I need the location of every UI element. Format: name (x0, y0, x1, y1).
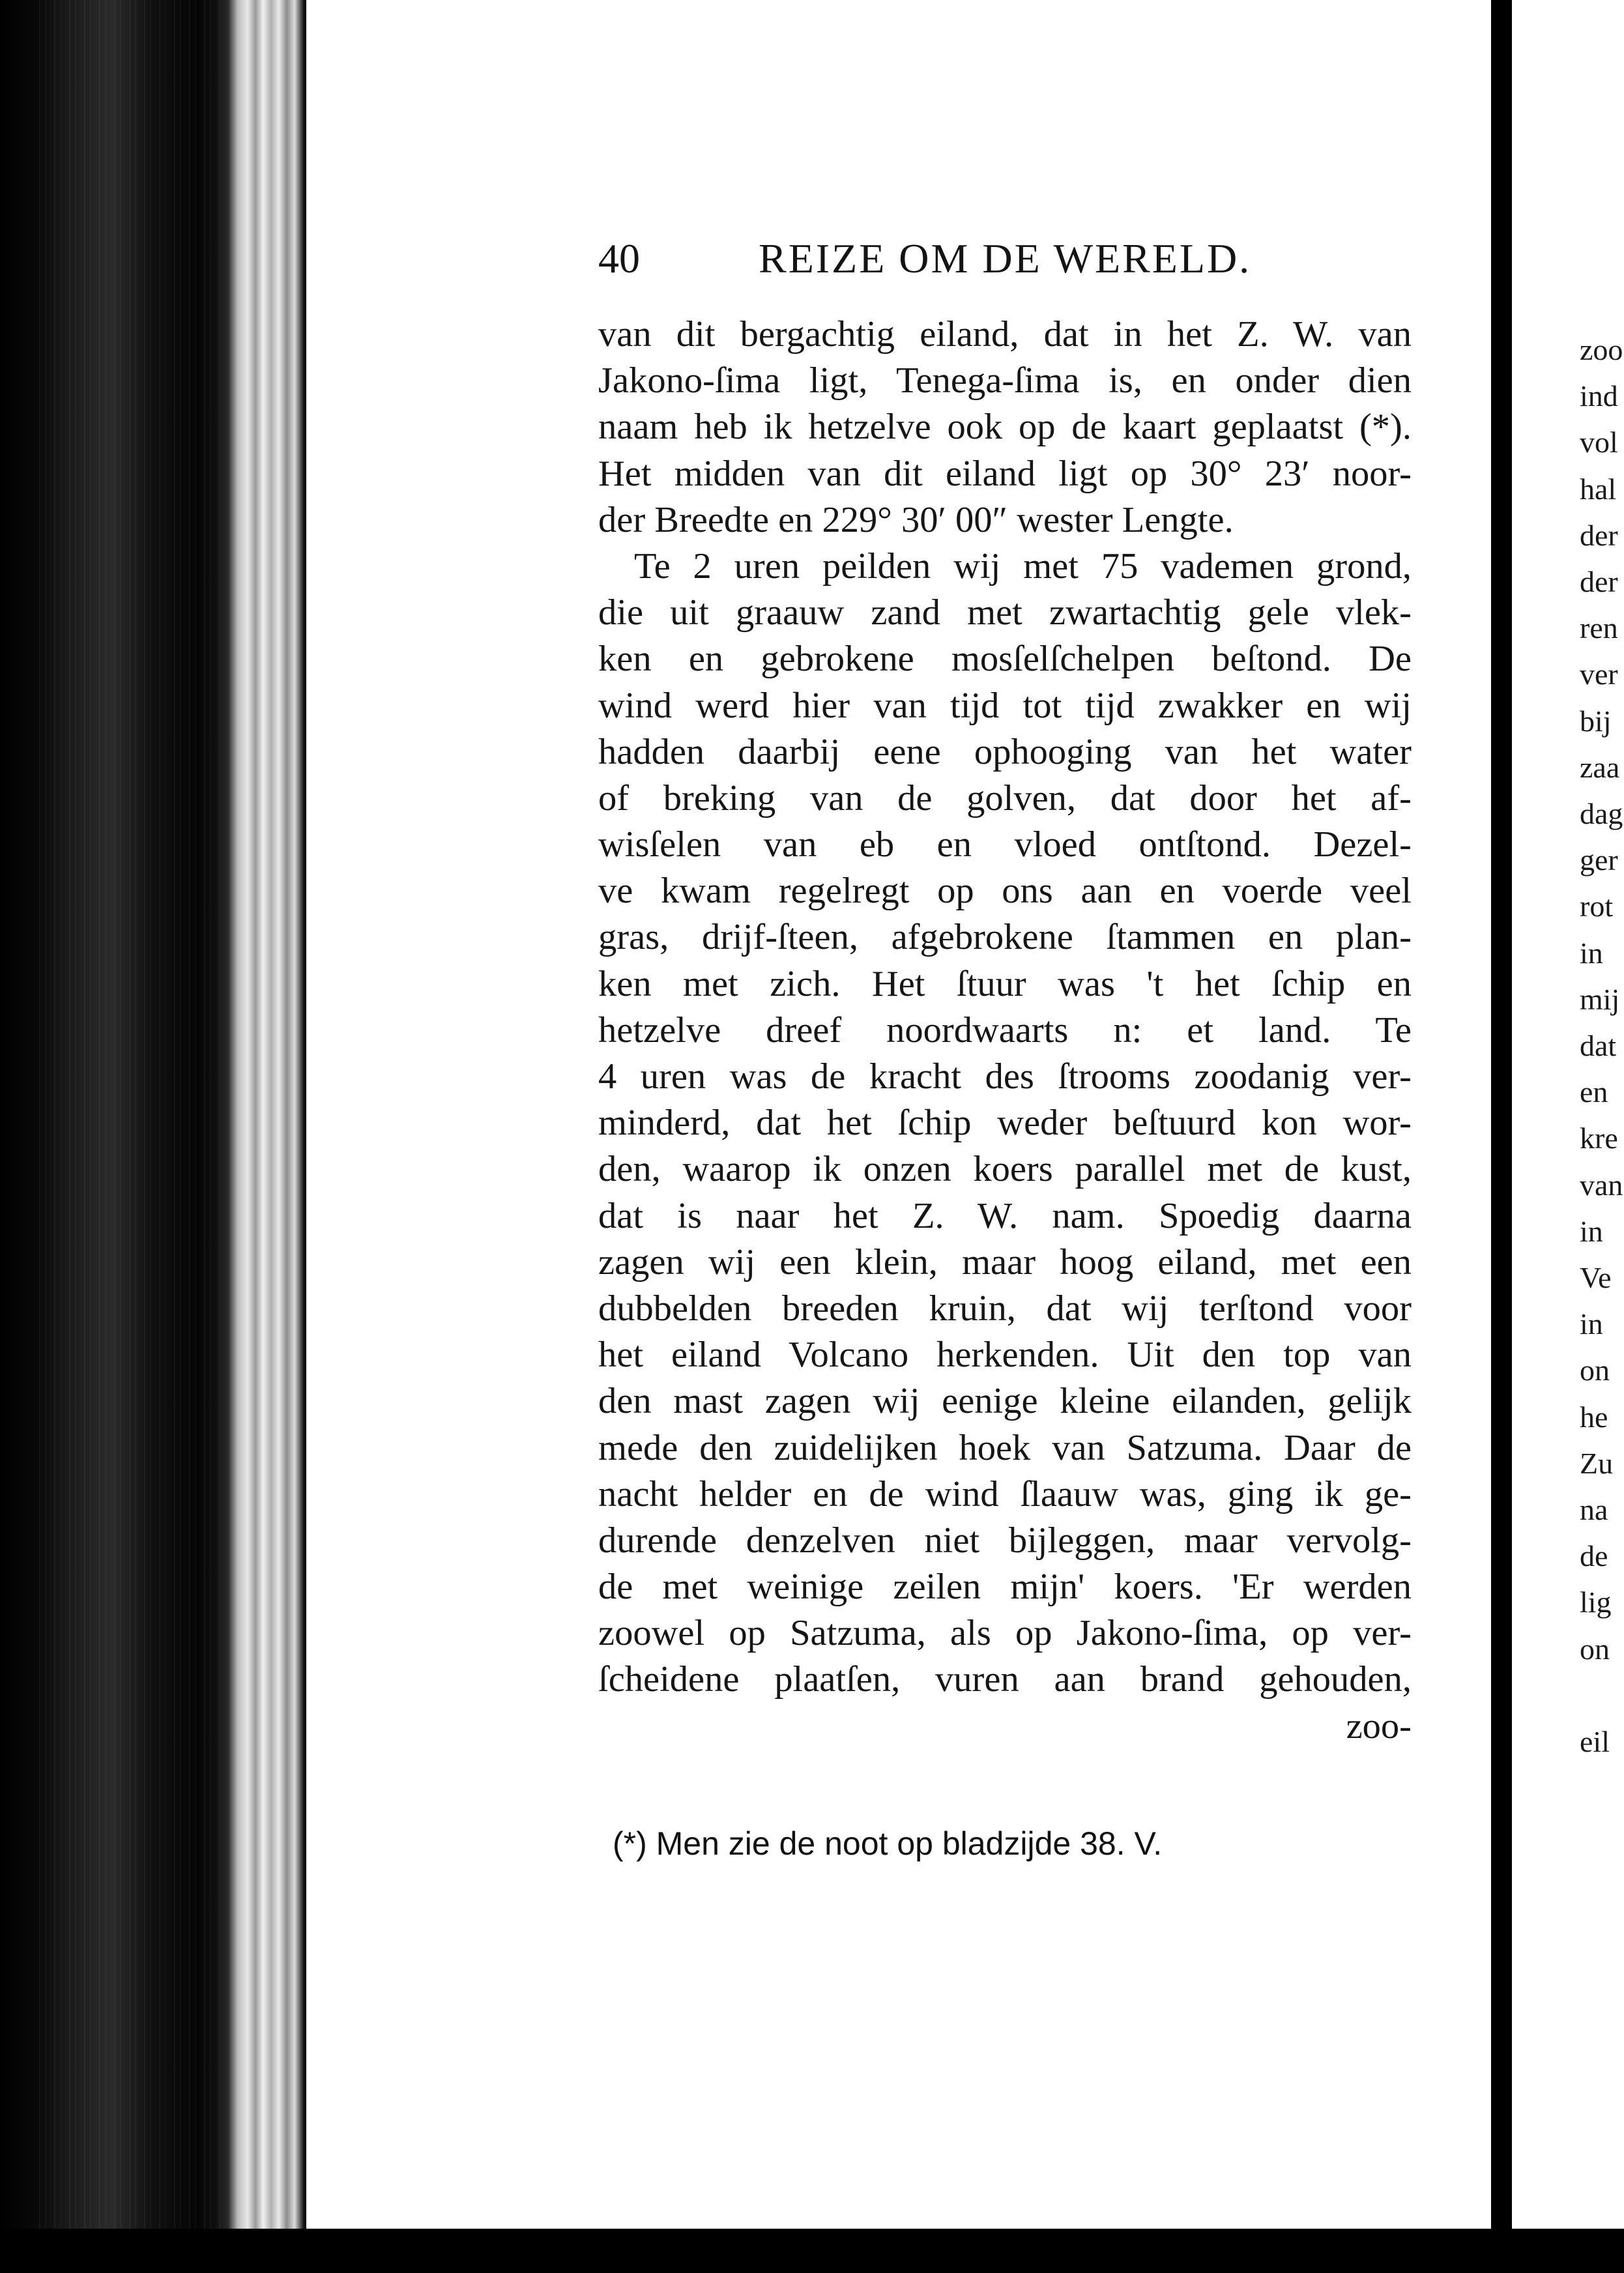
facing-page-fragment: he (1580, 1400, 1608, 1434)
text-line: minderd, dat het ſchip weder beſtuurd kon wor- (598, 1103, 1412, 1144)
facing-page-edge (1512, 0, 1624, 2229)
facing-page-fragment: eil (1580, 1725, 1610, 1758)
facing-page-fragment: van (1580, 1168, 1623, 1202)
text-line: gras, drijf-ſteen, afgebrokene ſtammen en plan- (598, 917, 1412, 958)
running-title: REIZE OM DE WERELD. (759, 235, 1252, 282)
facing-page-fragment: lig (1580, 1585, 1612, 1619)
text-line: of breking van de golven, dat door het af- (598, 777, 1412, 818)
catchword: zoo- (1346, 1705, 1412, 1746)
facing-page-fragment: vol (1580, 426, 1618, 459)
facing-page-fragment: on (1580, 1632, 1610, 1666)
facing-page-fragment: ren (1580, 611, 1618, 645)
facing-page-fragment: ger (1580, 843, 1618, 877)
text-line: zoowel op Satzuma, als op Jakono-ſima, op ver- (598, 1613, 1412, 1654)
facing-page-fragment: na (1580, 1493, 1608, 1526)
facing-page-fragment: zoo (1580, 333, 1623, 366)
text-line: hadden daarbij eene ophooging van het water (598, 731, 1412, 772)
text-line: ken en gebrokene mosſelſchelpen beſtond. De (598, 639, 1412, 680)
page-gutter (1491, 0, 1512, 2273)
text-line: nacht helder en de wind ſlaauw was, ging ik ge- (598, 1473, 1412, 1514)
facing-page-fragment: en (1580, 1075, 1608, 1109)
text-line: de met weinige zeilen mijn' koers. 'Er werden (598, 1567, 1412, 1608)
scan-bottom-edge (0, 2229, 1624, 2273)
facing-page-fragment: in (1580, 1307, 1603, 1341)
facing-page-fragment: Ve (1580, 1261, 1612, 1294)
text-line: ken met zich. Het ſtuur was 't het ſchip en (598, 963, 1412, 1004)
facing-page-fragment: ver (1580, 658, 1618, 691)
facing-page-fragment: dag (1580, 797, 1623, 830)
body-text (598, 311, 1412, 1750)
text-line: van dit bergachtig eiland, dat in het Z. W. van (598, 314, 1412, 355)
facing-page-fragment: on (1580, 1354, 1610, 1387)
facing-page-fragment: der (1580, 518, 1618, 552)
facing-page-fragment: der (1580, 565, 1618, 598)
text-line: het eiland Volcano herkenden. Uit den top van (598, 1335, 1412, 1376)
facing-page-fragment: de (1580, 1539, 1608, 1573)
text-line: naam heb ik hetzelve ook op de kaart geplaatst (*). (598, 407, 1412, 448)
text-line: dat is naar het Z. W. nam. Spoedig daarna (598, 1195, 1412, 1236)
text-line: zagen wij een klein, maar hoog eiland, met een (598, 1241, 1412, 1282)
text-line: Te 2 uren peilden wij met 75 vademen grond, (634, 545, 1412, 586)
page-number: 40 (598, 235, 640, 282)
running-head (598, 235, 1256, 293)
facing-page-fragment: rot (1580, 890, 1614, 923)
text-line: dubbelden breeden kruin, dat wij terſtond voor (598, 1288, 1412, 1329)
text-line: die uit graauw zand met zwartachtig gele vlek- (598, 592, 1412, 633)
facing-page-fragment: dat (1580, 1029, 1617, 1062)
text-line: der Breedte en 229° 30′ 00″ wester Lengte. (598, 499, 1234, 540)
text-line: 4 uren was de kracht des ſtrooms zoodanig ver- (598, 1056, 1412, 1097)
text-line: den mast zagen wij eenige kleine eilanden, gelijk (598, 1381, 1412, 1422)
text-line: wisſelen van eb en vloed ontſtond. Dezel- (598, 824, 1412, 865)
facing-page-fragment: in (1580, 936, 1603, 970)
facing-page-fragment: hal (1580, 472, 1617, 506)
footnote: (*) Men zie de noot op bladzijde 38. V. (613, 1825, 1163, 1862)
text-line: mede den zuidelijken hoek van Satzuma. Daar de (598, 1427, 1412, 1468)
text-line: hetzelve dreef noordwaarts n: et land. Te (598, 1009, 1412, 1050)
text-line: durende denzelven niet bijleggen, maar vervolg- (598, 1520, 1412, 1561)
book-binding-edge (0, 0, 306, 2273)
facing-page-fragment: zaa (1580, 750, 1620, 784)
text-line: den, waarop ik onzen koers parallel met de kust, (598, 1149, 1412, 1190)
text-line: wind werd hier van tijd tot tijd zwakker en wij (598, 685, 1412, 726)
binding-texture (39, 0, 222, 2273)
text-line: ve kwam regelregt op ons aan en voerde veel (598, 871, 1412, 912)
text-line: ſcheidene plaatſen, vuren aan brand gehouden, (598, 1659, 1412, 1700)
facing-page-fragment: in (1580, 1214, 1603, 1248)
facing-page-fragment: Zu (1580, 1446, 1614, 1480)
facing-page-fragment: kre (1580, 1122, 1618, 1155)
text-line: Het midden van dit eiland ligt op 30° 23′ noor- (598, 453, 1412, 494)
facing-page-fragment: bij (1580, 704, 1612, 738)
facing-page-fragment: ind (1580, 379, 1618, 413)
facing-page-fragment: mij (1580, 982, 1620, 1016)
text-line: Jakono-ſima ligt, Tenega-ſima is, en onder dien (598, 360, 1412, 401)
